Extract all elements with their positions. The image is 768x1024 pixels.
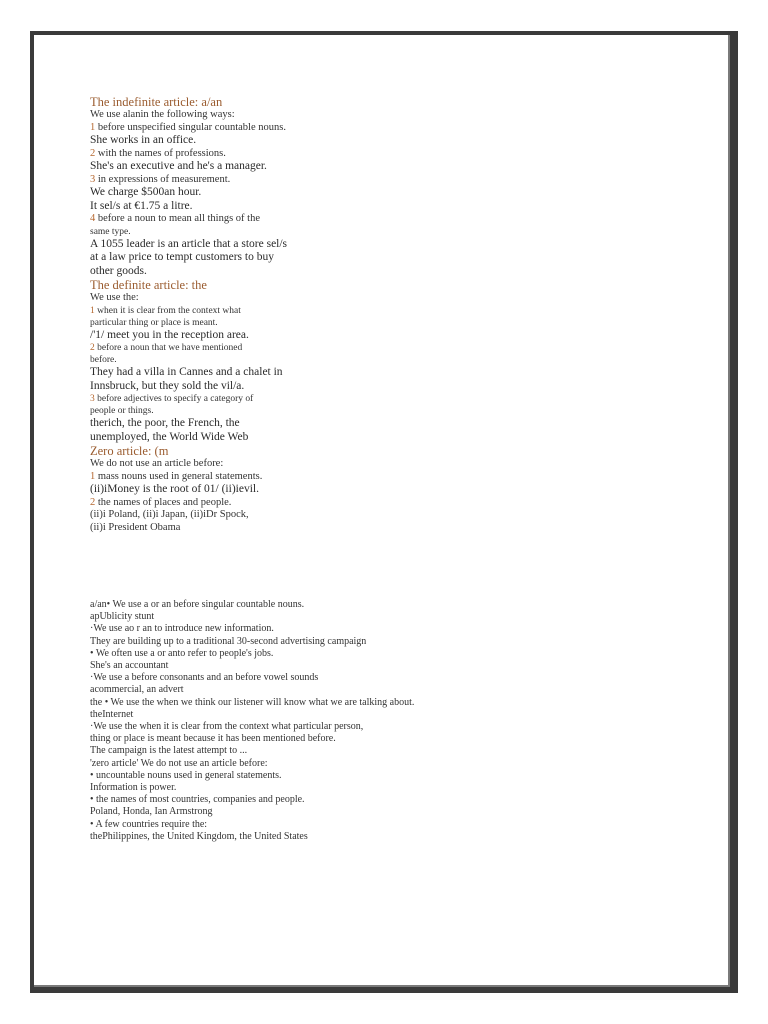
rule-number: 2 bbox=[90, 147, 96, 159]
example-line: /'1/ meet you in the reception area. bbox=[90, 328, 249, 341]
note-line: ·We use a before consonants and an before vowel sounds bbox=[90, 672, 319, 684]
example-line: unemployed, the World Wide Web bbox=[90, 430, 249, 443]
note-line: Poland, Honda, Ian Armstrong bbox=[90, 806, 213, 818]
rule-line: 3 in expressions of measurement. bbox=[90, 173, 231, 185]
zero-intro: We do not use an article before: bbox=[90, 458, 224, 469]
example-line: at a law price to tempt customers to buy bbox=[90, 251, 274, 263]
example-line: They had a villa in Cannes and a chalet in bbox=[90, 366, 283, 378]
note-line: apUblicity stunt bbox=[90, 611, 155, 623]
rule-line: 3 before adjectives to specify a category of bbox=[90, 394, 254, 404]
rule-number: 2 bbox=[90, 496, 96, 508]
example-line: Innsbruck, but they sold the vil/a. bbox=[90, 379, 245, 392]
example-line: She works in an office. bbox=[90, 134, 197, 146]
rule-line: 4 before a noun to mean all things of the bbox=[90, 213, 260, 224]
note-line: ·We use the when it is clear from the context what particular person, bbox=[90, 721, 364, 733]
example-line: She's an executive and he's a manager. bbox=[90, 160, 267, 172]
indefinite-article-heading: The indefinite article: a/an bbox=[90, 95, 223, 109]
definite-intro: We use the: bbox=[90, 292, 139, 303]
rule-number: 1 bbox=[90, 470, 96, 482]
note-line: • the names of most countries, companies and people. bbox=[90, 794, 305, 806]
example-line: We charge $500an hour. bbox=[90, 186, 202, 198]
note-line: thing or place is meant because it has been mentioned before. bbox=[90, 733, 336, 745]
rule-line: 2 the names of places and people. bbox=[90, 496, 232, 508]
rule-number: 1 bbox=[90, 305, 95, 316]
zero-article-heading: Zero article: (m bbox=[90, 444, 169, 458]
note-line: Information is power. bbox=[90, 782, 177, 794]
document-viewer bbox=[30, 31, 738, 993]
articles-summary bbox=[90, 95, 450, 534]
rule-continuation: particular thing or place is meant. bbox=[90, 317, 218, 328]
example-line: A 1055 leader is an article that a store sel/s bbox=[90, 237, 288, 250]
note-line: They are building up to a traditional 30-second advertising campaign bbox=[90, 635, 367, 647]
example-line: therich, the poor, the French, the bbox=[90, 417, 240, 429]
articles-notes bbox=[90, 599, 690, 843]
rule-line: 2 before a noun that we have mentioned bbox=[90, 343, 243, 353]
note-line: • A few countries require the: bbox=[90, 818, 208, 830]
rule-continuation: people or things. bbox=[90, 406, 154, 416]
definite-article-heading: The definite article: the bbox=[90, 278, 207, 292]
note-line: ·We use ao r an to introduce new information. bbox=[90, 623, 274, 635]
example-line: (ii)i Poland, (ii)i Japan, (ii)iDr Spock, bbox=[90, 509, 249, 520]
rule-number: 2 bbox=[90, 343, 95, 353]
rule-line: 1 mass nouns used in general statements. bbox=[90, 470, 263, 482]
indefinite-intro: We use alanin the following ways: bbox=[90, 109, 235, 120]
example-line: (ii)iMoney is the root of 01/ (ii)ievil. bbox=[90, 483, 259, 495]
note-line: the • We use the when we think our listener will know what we are talking about. bbox=[90, 696, 415, 708]
rule-number: 1 bbox=[90, 121, 96, 133]
note-line: The campaign is the latest attempt to ... bbox=[90, 745, 248, 757]
rule-line: 1 before unspecified singular countable nouns. bbox=[90, 121, 286, 133]
example-line: It sel/s at €1.75 a litre. bbox=[90, 199, 193, 212]
rule-number: 3 bbox=[90, 394, 95, 404]
rule-continuation: same type. bbox=[90, 226, 131, 237]
note-line: a/an• We use a or an before singular countable nouns. bbox=[90, 599, 305, 610]
note-line: She's an accountant bbox=[90, 660, 169, 672]
rule-number: 4 bbox=[90, 213, 96, 224]
note-line: • uncountable nouns used in general statements. bbox=[90, 769, 282, 781]
example-line: (ii)i President Obama bbox=[90, 521, 181, 533]
example-line: other goods. bbox=[90, 264, 147, 277]
note-line: acommercial, an advert bbox=[90, 684, 184, 696]
note-line: 'zero article' We do not use an article before: bbox=[90, 757, 268, 769]
rule-continuation: before. bbox=[90, 355, 117, 365]
document-page bbox=[34, 35, 730, 987]
rule-line: 2 with the names of professions. bbox=[90, 147, 226, 159]
note-line: theInternet bbox=[90, 708, 134, 720]
note-line: thePhilippines, the United Kingdom, the United States bbox=[90, 830, 308, 842]
rule-line: 1 when it is clear from the context what bbox=[90, 305, 241, 316]
rule-number: 3 bbox=[90, 173, 96, 185]
note-line: • We often use a or anto refer to people's jobs. bbox=[90, 647, 274, 659]
